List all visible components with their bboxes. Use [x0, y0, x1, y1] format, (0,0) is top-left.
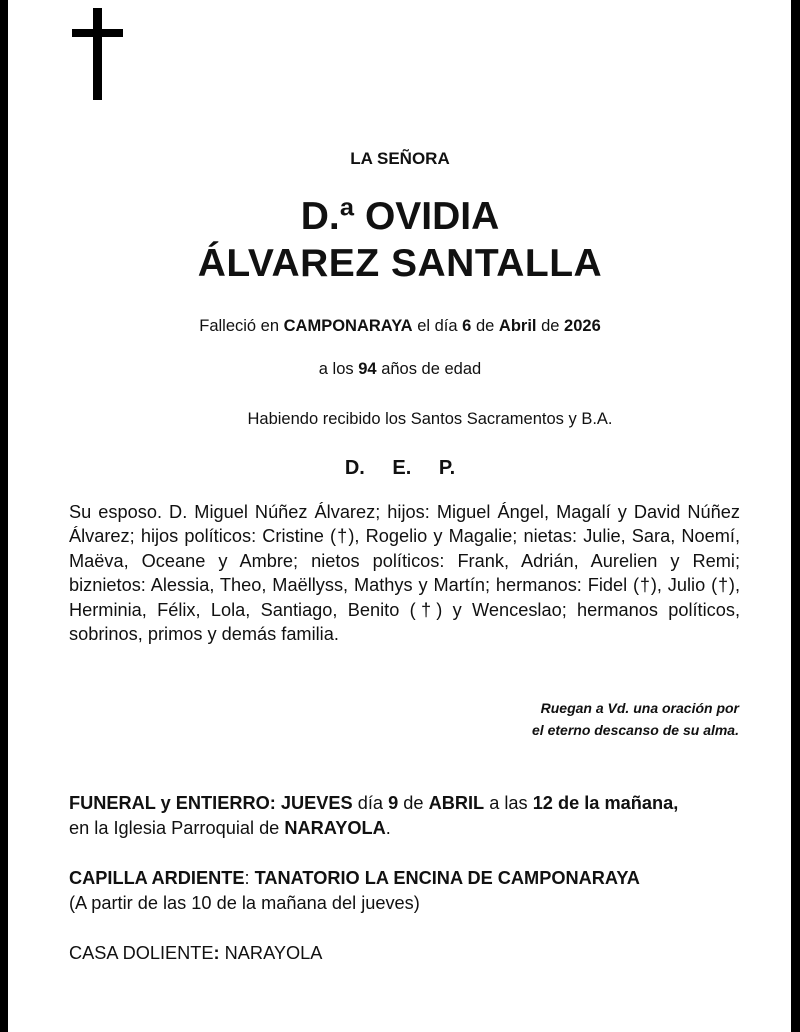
text: de — [475, 317, 495, 335]
text: el día — [417, 317, 458, 335]
prayer-request — [532, 697, 739, 741]
chapel-label: CAPILLA ARDIENTE — [69, 868, 245, 888]
death-date-line — [0, 318, 800, 335]
age-value: 94 — [358, 360, 377, 378]
chapel-value: TANATORIO LA ENCINA DE CAMPONARAYA — [254, 868, 640, 888]
funeral-place: NARAYOLA — [284, 818, 386, 838]
funeral-weekday: JUEVES — [280, 793, 353, 813]
cross-icon-vertical-bar — [93, 8, 102, 100]
funeral-line1 — [69, 791, 749, 816]
death-place: CAMPONARAYA — [283, 317, 413, 335]
text: de — [541, 317, 560, 335]
text: años de edad — [381, 360, 482, 378]
text: día — [357, 793, 384, 813]
chapel-colon: : — [244, 868, 250, 888]
funeral-info — [69, 791, 749, 841]
house-label: CASA DOLIENTE — [69, 943, 214, 963]
funeral-month: ABRIL — [428, 793, 485, 813]
funeral-line2 — [69, 816, 749, 841]
prayer-line1: Ruegan a Vd. una oración por — [540, 700, 739, 716]
funeral-day: 9 — [388, 793, 399, 813]
death-month: Abril — [498, 317, 537, 335]
cross-icon-horizontal-bar — [72, 29, 123, 37]
text: . — [385, 818, 391, 838]
deceased-name-line1: D.ª OVIDIA — [300, 195, 500, 238]
dep-heading: D. E. P. — [344, 457, 456, 479]
chapel-line1 — [69, 866, 749, 891]
text: en la Iglesia Parroquial de — [69, 818, 280, 838]
funeral-time: 12 de la mañana, — [532, 793, 679, 813]
chapel-info — [69, 866, 749, 916]
deceased-name-line2: ÁLVAREZ SANTALLA — [197, 242, 603, 285]
text: de — [403, 793, 424, 813]
chapel-note: (A partir de las 10 de la mañana del jueves) — [69, 893, 420, 913]
title-prefix: LA SEÑORA — [350, 149, 450, 168]
family-list: Su esposo. D. Miguel Núñez Álvarez; hijos: Miguel Ángel, Magalí y David Núñez Álvarez; hijos políticos: Cristine (†), Rogelio y Magalie; nietas: Julie, Sara, Noemí, Maëva, Oceane y Ambre; nietos políticos: Frank, Adrián, Aurelien y Remi; biznietos: Alessia, Theo, Maëllyss, Mathys y Martín; hermanos: Fidel (†), Julio (†), Herminia, Félix, Lola, Santiago, Benito (†) y Wenceslao; hermanos políticos, sobrinos, primos y demás familia. — [69, 502, 740, 645]
text: a los — [318, 360, 354, 378]
mourning-house — [69, 941, 749, 966]
text: Falleció en — [199, 317, 280, 335]
text: a las — [489, 793, 528, 813]
death-day: 6 — [462, 317, 472, 335]
house-value: NARAYOLA — [224, 943, 323, 963]
prayer-line2: el eterno descanso de su alma. — [532, 722, 739, 738]
funeral-label: FUNERAL y ENTIERRO: — [69, 793, 276, 813]
sacraments-line: Habiendo recibido los Santos Sacramentos y B.A. — [247, 410, 613, 428]
house-colon: : — [213, 943, 220, 963]
age-line — [0, 361, 800, 378]
death-year: 2026 — [564, 317, 601, 335]
